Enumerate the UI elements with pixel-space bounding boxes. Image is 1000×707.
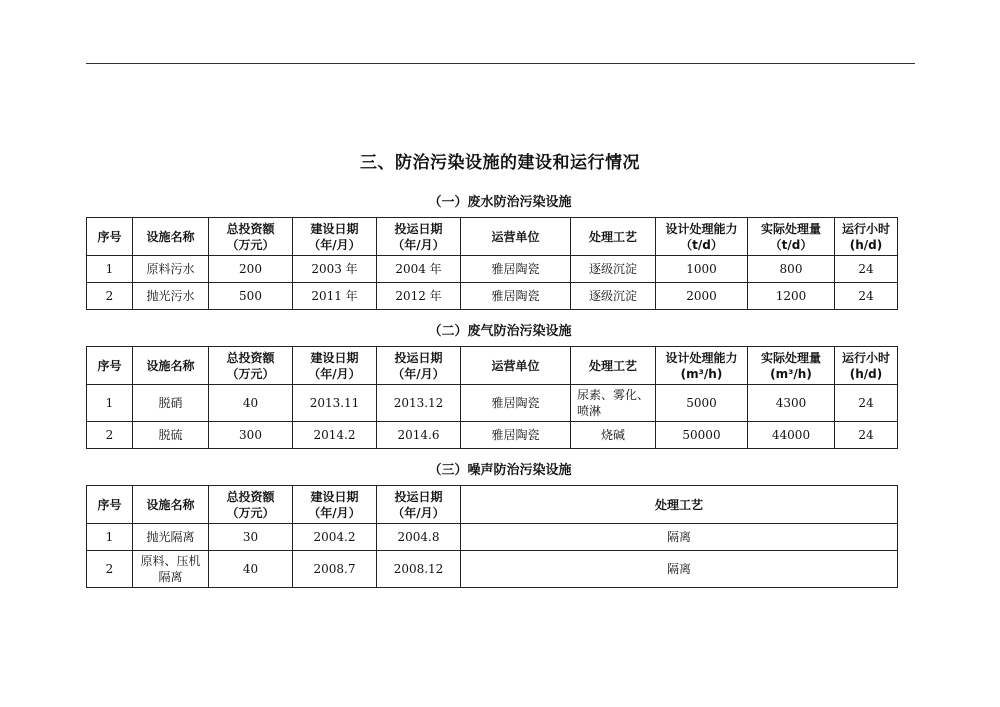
cell-hours: 24 — [835, 385, 898, 422]
cell-build: 2008.7 — [293, 551, 377, 588]
header-process: 处理工艺 — [571, 218, 656, 256]
waste-gas-table — [86, 346, 898, 449]
cell-capacity: 50000 — [656, 422, 748, 449]
cell-name: 抛光污水 — [133, 283, 209, 310]
header-capacity: 设计处理能力 （t/d） — [656, 218, 748, 256]
cell-capacity: 2000 — [656, 283, 748, 310]
cell-no: 2 — [87, 283, 133, 310]
section-title-wastewater: （一）废水防治污染设施 — [428, 195, 572, 210]
header-operate: 投运日期 （年/月） — [377, 347, 461, 385]
cell-build: 2011 年 — [293, 283, 377, 310]
header-name: 设施名称 — [133, 486, 209, 524]
cell-name: 脱硫 — [133, 422, 209, 449]
header-unit: 运营单位 — [461, 218, 571, 256]
header-capacity: 设计处理能力 (m³/h) — [656, 347, 748, 385]
cell-unit: 雅居陶瓷 — [461, 422, 571, 449]
section-title-waste-gas: （二）废气防治污染设施 — [428, 324, 572, 339]
cell-no: 2 — [87, 551, 133, 588]
cell-build: 2013.11 — [293, 385, 377, 422]
cell-invest: 30 — [209, 524, 293, 551]
cell-invest: 200 — [209, 256, 293, 283]
cell-invest: 500 — [209, 283, 293, 310]
header-process: 处理工艺 — [461, 486, 898, 524]
noise-table — [86, 485, 898, 588]
cell-no: 1 — [87, 524, 133, 551]
cell-operate: 2004.8 — [377, 524, 461, 551]
cell-build: 2003 年 — [293, 256, 377, 283]
header-no: 序号 — [87, 486, 133, 524]
cell-unit: 雅居陶瓷 — [461, 256, 571, 283]
page-title: 三、防治污染设施的建设和运行情况 — [360, 153, 640, 173]
cell-process: 隔离 — [461, 551, 898, 588]
cell-hours: 24 — [835, 422, 898, 449]
header-build: 建设日期 （年/月） — [293, 218, 377, 256]
cell-name: 原料污水 — [133, 256, 209, 283]
cell-invest: 40 — [209, 551, 293, 588]
cell-unit: 雅居陶瓷 — [461, 385, 571, 422]
header-name: 设施名称 — [133, 218, 209, 256]
table-row — [87, 256, 898, 283]
cell-actual: 4300 — [748, 385, 835, 422]
cell-capacity: 1000 — [656, 256, 748, 283]
header-unit: 运营单位 — [461, 347, 571, 385]
cell-actual: 800 — [748, 256, 835, 283]
table-row — [87, 385, 898, 422]
cell-no: 1 — [87, 256, 133, 283]
table-row — [87, 283, 898, 310]
cell-process: 烧碱 — [571, 422, 656, 449]
cell-operate: 2014.6 — [377, 422, 461, 449]
cell-name: 脱硝 — [133, 385, 209, 422]
cell-invest: 300 — [209, 422, 293, 449]
cell-hours: 24 — [835, 256, 898, 283]
header-process: 处理工艺 — [571, 347, 656, 385]
cell-hours: 24 — [835, 283, 898, 310]
header-operate: 投运日期 （年/月） — [377, 486, 461, 524]
cell-operate: 2012 年 — [377, 283, 461, 310]
header-name: 设施名称 — [133, 347, 209, 385]
header-invest: 总投资额 （万元） — [209, 347, 293, 385]
header-no: 序号 — [87, 218, 133, 256]
cell-process: 尿素、雾化、喷淋 — [571, 385, 656, 422]
header-build: 建设日期 （年/月） — [293, 347, 377, 385]
cell-name: 原料、压机隔离 — [133, 551, 209, 588]
table-header-row — [87, 218, 898, 256]
cell-process: 隔离 — [461, 524, 898, 551]
section-title-noise: （三）噪声防治污染设施 — [428, 463, 572, 478]
cell-operate: 2008.12 — [377, 551, 461, 588]
cell-actual: 1200 — [748, 283, 835, 310]
cell-no: 1 — [87, 385, 133, 422]
cell-process: 逐级沉淀 — [571, 256, 656, 283]
header-no: 序号 — [87, 347, 133, 385]
header-rule — [86, 63, 915, 64]
table-row — [87, 524, 898, 551]
cell-actual: 44000 — [748, 422, 835, 449]
cell-unit: 雅居陶瓷 — [461, 283, 571, 310]
cell-build: 2004.2 — [293, 524, 377, 551]
table-row — [87, 422, 898, 449]
table-row — [87, 551, 898, 588]
cell-build: 2014.2 — [293, 422, 377, 449]
cell-invest: 40 — [209, 385, 293, 422]
table-header-row — [87, 347, 898, 385]
cell-name: 抛光隔离 — [133, 524, 209, 551]
header-actual: 实际处理量 （t/d） — [748, 218, 835, 256]
cell-operate: 2004 年 — [377, 256, 461, 283]
header-hours: 运行小时 (h/d) — [835, 218, 898, 256]
header-build: 建设日期 （年/月） — [293, 486, 377, 524]
header-invest: 总投资额 （万元） — [209, 486, 293, 524]
cell-operate: 2013.12 — [377, 385, 461, 422]
header-hours: 运行小时 (h/d) — [835, 347, 898, 385]
cell-process: 逐级沉淀 — [571, 283, 656, 310]
cell-no: 2 — [87, 422, 133, 449]
header-operate: 投运日期 （年/月） — [377, 218, 461, 256]
wastewater-table — [86, 217, 898, 310]
header-actual: 实际处理量 (m³/h) — [748, 347, 835, 385]
table-header-row — [87, 486, 898, 524]
cell-capacity: 5000 — [656, 385, 748, 422]
header-invest: 总投资额 （万元） — [209, 218, 293, 256]
